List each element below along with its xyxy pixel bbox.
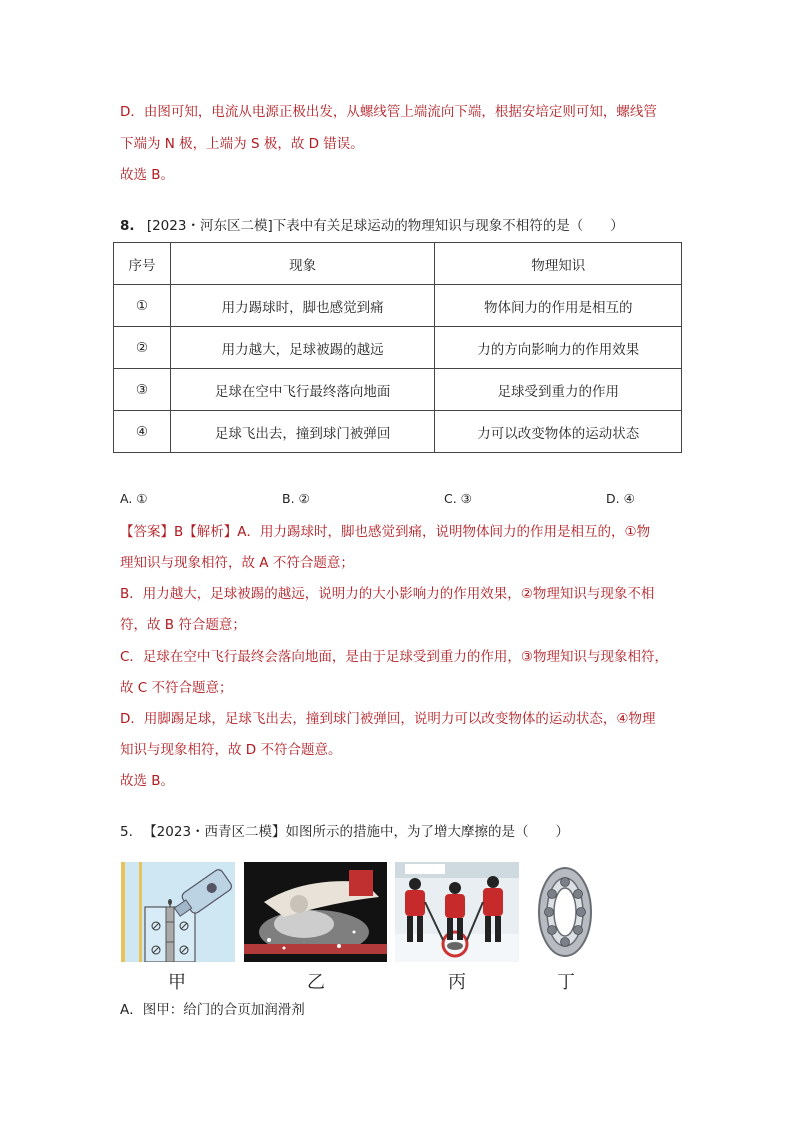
table-cell: ① — [114, 285, 171, 327]
table-cell: 足球飞出去，撞到球门被弹回 — [170, 411, 435, 453]
figure-chalk-hands — [244, 862, 387, 962]
table-cell: ③ — [114, 369, 171, 411]
figure-ball-bearing — [535, 862, 595, 962]
q8-stem: 下表中有关足球运动的物理知识与现象不相符的是（ ） — [272, 218, 624, 234]
answer-line-1: 【答案】B【解析】A．用力踢球时，脚也感觉到痛，说明物体间力的作用是相互的，①物 — [120, 524, 651, 540]
answer-line-5: C．足球在空中飞行最终会落向地面，是由于足球受到重力的作用，③物理知识与现象相符， — [120, 649, 669, 665]
answer-line-9: 故选 B。 — [120, 773, 175, 789]
table-cell: 力的方向影响力的作用效果 — [435, 327, 682, 369]
q8-number: 8. — [120, 218, 135, 234]
table-row — [114, 369, 682, 411]
option-d: D. ④ — [606, 491, 635, 506]
option-b: B. ② — [282, 491, 310, 506]
table-row — [114, 285, 682, 327]
header-knowledge: 物理知识 — [435, 243, 682, 285]
answer-line-4: 符，故 B 符合题意； — [120, 617, 246, 633]
caption-jia: 甲 — [168, 972, 186, 993]
table-cell: 力可以改变物体的运动状态 — [435, 411, 682, 453]
table-cell: 物体间力的作用是相互的 — [435, 285, 682, 327]
q8-heading — [120, 216, 624, 236]
table-row — [114, 411, 682, 453]
q5-stem: 如图所示的措施中，为了增大摩擦的是（ ） — [285, 824, 570, 840]
answer-line-6: 故 C 不符合题意； — [120, 680, 233, 696]
q8-table — [113, 242, 682, 453]
answer-line-2: 理知识与现象相符，故 A 不符合题意； — [120, 555, 354, 571]
q8-source: [2023・河东区二模] — [146, 218, 273, 234]
caption-bing: 丙 — [448, 972, 466, 993]
header-phenomenon: 现象 — [170, 243, 435, 285]
answer-line-8: 知识与现象相符，故 D 不符合题意。 — [120, 742, 342, 758]
q5-number: 5. — [120, 824, 133, 840]
table-header-row — [114, 243, 682, 285]
table-cell: ② — [114, 327, 171, 369]
figure-hinge-lubricant — [121, 862, 235, 962]
table-row — [114, 327, 682, 369]
answer-line-3: B．用力越大，足球被踢的越远，说明力的大小影响力的作用效果，②物理知识与现象不相 — [120, 586, 655, 602]
caption-ding: 丁 — [557, 972, 575, 993]
option-a: A. ① — [120, 491, 148, 506]
prev-answer-line-2: 下端为 N 极，上端为 S 极，故 D 错误。 — [120, 136, 364, 152]
q5-option-a: A．图甲：给门的合页加润滑剂 — [120, 1002, 305, 1018]
table-cell: 足球受到重力的作用 — [435, 369, 682, 411]
option-c: C. ③ — [444, 491, 472, 506]
table-cell: 用力踢球时，脚也感觉到痛 — [170, 285, 435, 327]
answer-line-7: D．用脚踢足球，足球飞出去，撞到球门被弹回，说明力可以改变物体的运动状态，④物理 — [120, 711, 656, 727]
q5-source: 【2023・西青区二模】 — [143, 824, 286, 840]
figure-curling — [395, 862, 519, 962]
prev-answer-conclusion: 故选 B。 — [120, 167, 175, 183]
prev-answer-line-1: D．由图可知，电流从电源正极出发，从螺线管上端流向下端，根据安培定则可知，螺线管 — [120, 104, 657, 120]
q5-heading — [120, 822, 569, 842]
header-index: 序号 — [114, 243, 171, 285]
table-cell: 足球在空中飞行最终落向地面 — [170, 369, 435, 411]
table-cell: 用力越大，足球被踢的越远 — [170, 327, 435, 369]
table-cell: ④ — [114, 411, 171, 453]
caption-yi: 乙 — [307, 972, 325, 993]
